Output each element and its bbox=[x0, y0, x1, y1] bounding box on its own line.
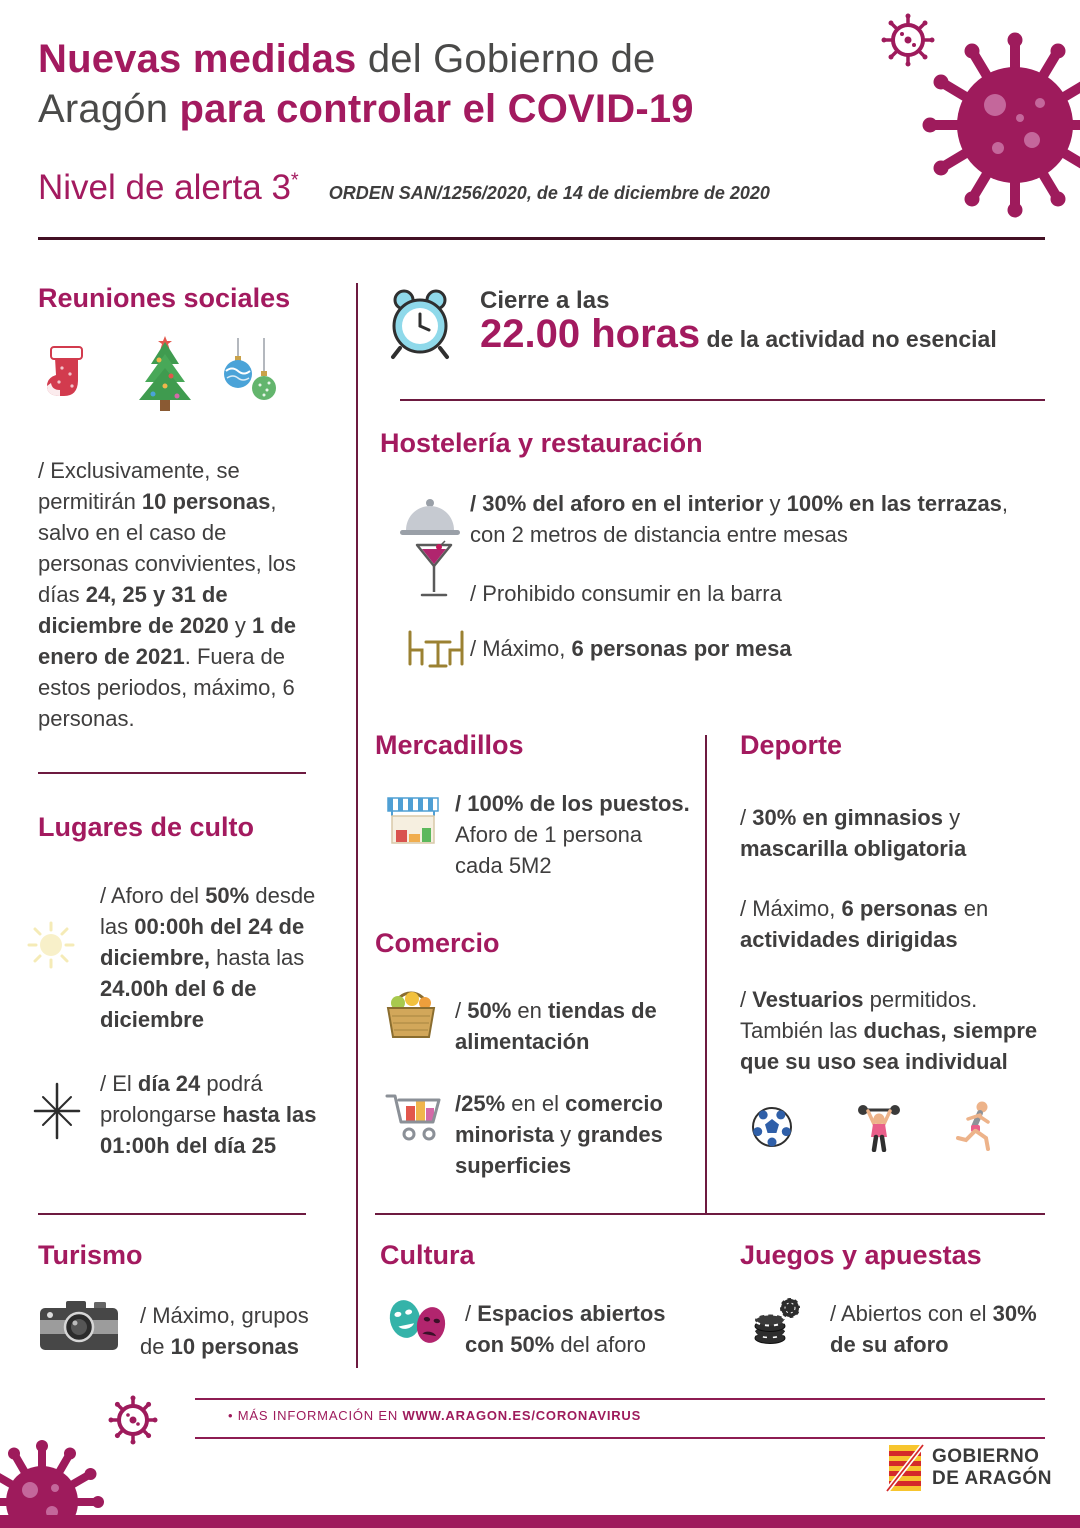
section-heading-turismo: Turismo bbox=[38, 1240, 143, 1270]
section-heading-hosteleria: Hostelería y restauración bbox=[380, 428, 703, 458]
soccer-ball-icon bbox=[750, 1105, 794, 1149]
title-rest-1: del Gobierno de bbox=[356, 37, 656, 81]
culto-item-2: / El día 24 podrá prolongarse hasta las 01:00h del día 25 bbox=[100, 1071, 317, 1158]
order-reference: ORDEN SAN/1256/2020, de 14 de diciembre de 2020 bbox=[328, 183, 770, 203]
footer-line-bottom bbox=[195, 1437, 1045, 1439]
aragon-flag-icon bbox=[886, 1443, 924, 1493]
logo-line-2: DE ARAGÓN bbox=[932, 1468, 1052, 1489]
hosteleria-item-1: / 30% del aforo en el interior y 100% en las terrazas, con 2 metros de distancia entre mesas bbox=[470, 491, 1009, 547]
section-heading-culto: Lugares de culto bbox=[38, 812, 255, 842]
section-heading-cultura: Cultura bbox=[380, 1240, 475, 1270]
logo-line-1: GOBIERNO bbox=[932, 1446, 1040, 1467]
hosteleria-item-3: / Máximo, 6 personas por mesa bbox=[470, 636, 792, 661]
alert-level: Nivel de alerta 3* bbox=[38, 168, 299, 207]
reuniones-body: / Exclusivamente, se permitirán 10 personas, salvo en el caso de personas convivientes, los días 24, 25 y 31 de diciembre de 2020 y 1 de enero de 2021. Fuera de estos periodos, máximo, 6 personas. bbox=[38, 458, 297, 731]
deporte-item-1: / 30% en gimnasios y mascarilla obligatoria bbox=[740, 805, 967, 861]
left-divider-1 bbox=[38, 772, 306, 774]
juegos-item: / Abiertos con el 30% de su aforo bbox=[830, 1301, 1037, 1357]
camera-icon bbox=[38, 1296, 120, 1352]
main-vertical-divider bbox=[356, 283, 358, 1368]
table-and-chairs-icon bbox=[400, 626, 472, 670]
mercadillos-item: / 100% de los puestos. Aforo de 1 persona cada 5M2 bbox=[455, 791, 690, 878]
title-rest-2: Aragón bbox=[38, 87, 180, 131]
ornaments-icon bbox=[222, 338, 282, 414]
virus-decoration-bottom-left-icon bbox=[0, 1390, 210, 1528]
comercio-item-1: / 50% en tiendas de alimentación bbox=[455, 998, 657, 1054]
page-title bbox=[38, 34, 868, 134]
section-heading-reuniones: Reuniones sociales bbox=[38, 283, 291, 313]
cierre-tail: de la actividad no esencial bbox=[700, 326, 997, 352]
cocktail-glass-icon bbox=[412, 540, 456, 602]
section-heading-mercadillos: Mercadillos bbox=[375, 730, 524, 760]
cierre-divider bbox=[400, 399, 1045, 401]
footer-info: • MÁS INFORMACIÓN EN WWW.ARAGON.ES/CORONAVIRUS bbox=[228, 1408, 642, 1423]
comercio-item-2: /25% en el comercio minorista y grandes superficies bbox=[455, 1091, 663, 1178]
shopping-cart-icon bbox=[383, 1088, 447, 1146]
turismo-item: / Máximo, grupos de 10 personas bbox=[140, 1303, 309, 1359]
title-accent-1: Nuevas medidas bbox=[38, 37, 357, 81]
deporte-item-2: / Máximo, 6 personas en actividades dirigidas bbox=[740, 896, 989, 952]
cierre-time-line bbox=[480, 312, 1045, 357]
alarm-clock-icon bbox=[383, 283, 457, 361]
alert-asterisk: * bbox=[290, 169, 299, 192]
culto-item-1: / Aforo del 50% desde las 00:00h del 24 de diciembre, hasta las 24.00h del 6 de diciembre bbox=[100, 883, 316, 1032]
title-accent-2: para controlar el COVID-19 bbox=[179, 87, 694, 131]
cierre-lead: Cierre a las bbox=[480, 287, 610, 314]
cultura-item: / Espacios abiertos con 50% del aforo bbox=[465, 1301, 666, 1357]
alert-row bbox=[38, 168, 938, 208]
food-basket-icon bbox=[383, 988, 439, 1042]
section-heading-comercio: Comercio bbox=[375, 928, 500, 958]
serving-cloche-icon bbox=[398, 490, 462, 542]
christmas-tree-icon bbox=[133, 336, 197, 414]
star-icon bbox=[28, 1082, 86, 1140]
weightlifter-icon bbox=[855, 1100, 903, 1152]
columns-vertical-divider bbox=[705, 735, 707, 1213]
runner-icon bbox=[952, 1100, 998, 1152]
hosteleria-item-2: / Prohibido consumir en la barra bbox=[470, 581, 782, 606]
footer-line-top bbox=[195, 1398, 1045, 1400]
theater-masks-icon bbox=[383, 1292, 455, 1350]
section-heading-juegos: Juegos y apuestas bbox=[740, 1240, 982, 1270]
bottom-accent-bar bbox=[0, 1515, 1080, 1528]
section-heading-deporte: Deporte bbox=[740, 730, 843, 760]
christmas-stocking-icon bbox=[42, 342, 94, 408]
bottom-row-divider bbox=[375, 1213, 1045, 1215]
header-rule bbox=[38, 237, 1045, 240]
gobierno-aragon-logo bbox=[886, 1443, 1052, 1493]
sun-icon bbox=[24, 918, 78, 972]
deporte-item-3: / Vestuarios permitidos. También las duchas, siempre que su uso sea individual bbox=[740, 987, 1038, 1074]
poker-chips-icon bbox=[748, 1294, 804, 1346]
market-stall-icon bbox=[383, 793, 443, 851]
left-divider-2 bbox=[38, 1213, 306, 1215]
virus-decoration-top-right-icon bbox=[880, 0, 1080, 270]
logo-text bbox=[932, 1446, 1052, 1490]
cierre-time: 22.00 horas bbox=[480, 312, 701, 356]
